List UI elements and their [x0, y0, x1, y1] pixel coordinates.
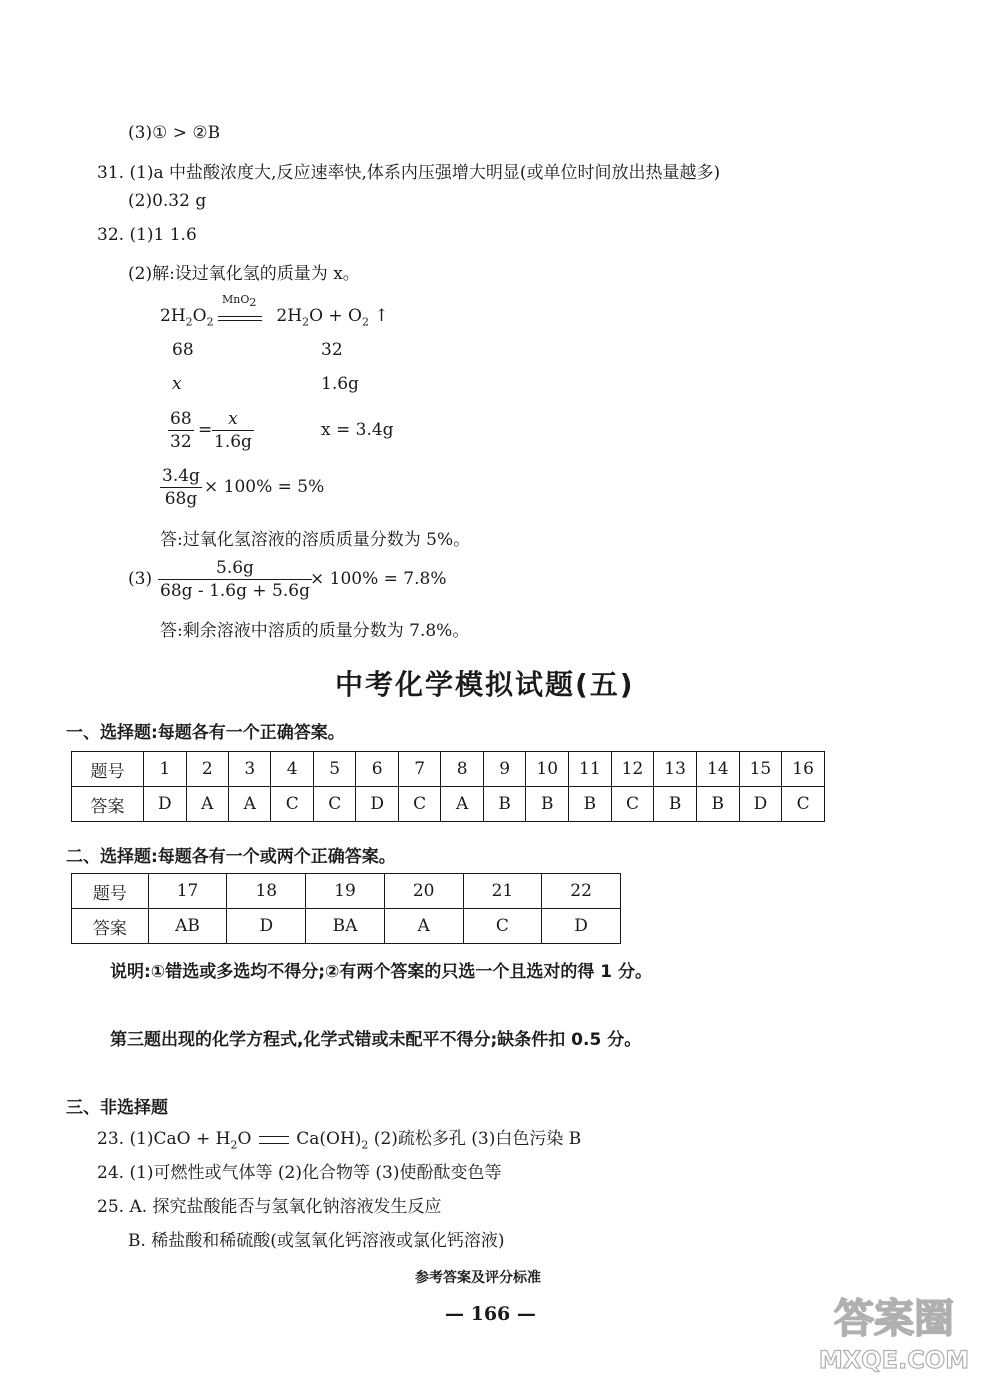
q32-2-line: (2)解:设过氧化氢的质量为 x。: [128, 264, 360, 284]
q25-b-line: B. 稀盐酸和稀硫酸(或氢氧化钙溶液或氯化钙溶液): [128, 1231, 505, 1251]
table-cell: D: [356, 787, 399, 822]
table-cell: B: [483, 787, 525, 822]
table-cell: 7: [398, 752, 440, 787]
table-cell: 6: [356, 752, 399, 787]
q32-1-line: 32. (1)1 1.6: [97, 225, 197, 245]
table-cell: C: [313, 787, 355, 822]
table-cell: 8: [441, 752, 483, 787]
section-title: 中考化学模拟试题(五): [335, 668, 635, 701]
table-cell: B: [654, 787, 697, 822]
table-cell: 18: [227, 874, 306, 909]
table-cell: A: [441, 787, 483, 822]
table-cell: 9: [483, 752, 525, 787]
table-cell: 22: [542, 874, 621, 909]
note-scoring-2: 第三题出现的化学方程式,化学式错或未配平不得分;缺条件扣 0.5 分。: [110, 1030, 642, 1050]
table-cell: D: [227, 909, 306, 944]
table-cell: AB: [148, 909, 227, 944]
part3-heading: 三、非选择题: [66, 1098, 168, 1118]
percent-expression-1: × 100% = 5%: [204, 477, 325, 497]
equals-sign: =: [198, 420, 213, 440]
note-scoring-1: 说明:①错选或多选均不得分;②有两个答案的只选一个且选对的得 1 分。: [110, 962, 653, 982]
table-cell: D: [542, 909, 621, 944]
part1-heading: 一、选择题:每题各有一个正确答案。: [66, 723, 345, 743]
table-cell: D: [144, 787, 187, 822]
table-cell: 21: [463, 874, 542, 909]
table-cell: A: [229, 787, 271, 822]
table-cell: B: [696, 787, 739, 822]
q24-line: 24. (1)可燃性或气体等 (2)化合物等 (3)使酚酞变色等: [97, 1163, 502, 1183]
table-cell: 3: [229, 752, 271, 787]
q23-line: 23. $(1)CaO + H_2O$ $Ca(OH)_2$ (2)疏松多孔 (3)白色污染 B: [97, 1129, 582, 1152]
row-label: 题号: [72, 752, 144, 787]
table-cell: 4: [271, 752, 313, 787]
q31-2-line: (2)0.32 g: [128, 191, 207, 211]
watermark-text-bottom: MXQE.COM: [818, 1346, 970, 1374]
table-cell: 15: [739, 752, 782, 787]
table-cell: B: [569, 787, 612, 822]
q31-1-line: 31. (1)a 中盐酸浓度大,反应速率快,体系内压强增大明显(或单位时间放出热量越多): [97, 163, 721, 183]
part1-answer-table: [71, 751, 825, 822]
table-cell: C: [611, 787, 654, 822]
table-cell: 16: [782, 752, 825, 787]
fraction-x-1-6g: $\frac{x}{1.6g}$: [214, 409, 252, 452]
q30-3-line: (3)① > ②B: [128, 123, 221, 143]
row-label: 答案: [72, 787, 144, 822]
table-cell: 2: [186, 752, 228, 787]
table-cell: C: [398, 787, 440, 822]
table-row: [72, 874, 621, 909]
table-row: [72, 752, 825, 787]
fraction-5-6g: $\frac{5.6g}{68g - 1.6g + 5.6g}$: [160, 558, 310, 601]
mass-1-6g: 1.6g: [321, 374, 359, 394]
row-label: 答案: [72, 909, 149, 944]
part2-heading: 二、选择题:每题各有一个或两个正确答案。: [66, 847, 396, 867]
chemical-equation: $2H_2O_2$ $2H_2O + O_2$ ↑: [160, 306, 389, 329]
table-row: [72, 787, 825, 822]
table-cell: 14: [696, 752, 739, 787]
equation-equals-sign: [218, 316, 262, 321]
watermark-logo: [794, 1284, 994, 1376]
fraction-68-32: $\frac{68}{32}$: [170, 409, 192, 452]
table-cell: A: [186, 787, 228, 822]
q25-a-line: 25. A. 探究盐酸能否与氢氧化钠溶液发生反应: [97, 1197, 442, 1217]
part2-answer-table: [71, 873, 621, 944]
table-cell: A: [384, 909, 463, 944]
percent-expression-2: × 100% = 7.8%: [310, 569, 447, 589]
table-cell: D: [739, 787, 782, 822]
mass-32: 32: [321, 340, 343, 360]
table-cell: B: [526, 787, 569, 822]
q32-3-label: (3): [128, 569, 153, 589]
watermark-text-top: 答案圈: [834, 1296, 954, 1342]
answer-line-2: 答:剩余溶液中溶质的质量分数为 7.8%。: [160, 621, 470, 641]
table-cell: 13: [654, 752, 697, 787]
table-cell: 19: [306, 874, 385, 909]
table-cell: 1: [144, 752, 187, 787]
row-label: 题号: [72, 874, 149, 909]
table-cell: 20: [384, 874, 463, 909]
table-cell: C: [782, 787, 825, 822]
table-cell: BA: [306, 909, 385, 944]
mass-68: 68: [172, 340, 194, 360]
page-number: — 166 —: [445, 1303, 536, 1325]
mass-x: x: [172, 374, 182, 394]
table-cell: C: [271, 787, 313, 822]
equation-equals-sign: [259, 1136, 289, 1144]
table-cell: 12: [611, 752, 654, 787]
footer-label: 参考答案及评分标准: [415, 1270, 541, 1286]
catalyst-label: MnO$_2$: [222, 293, 257, 310]
watermark-icon: [794, 1284, 994, 1376]
table-row: [72, 909, 621, 944]
table-cell: 10: [526, 752, 569, 787]
table-cell: 17: [148, 874, 227, 909]
table-cell: 11: [569, 752, 612, 787]
table-cell: C: [463, 909, 542, 944]
x-result: x = 3.4g: [321, 420, 394, 440]
fraction-3-4g-68g: $\frac{3.4g}{68g}$: [162, 466, 200, 509]
table-cell: 5: [313, 752, 355, 787]
answer-line-1: 答:过氧化氢溶液的溶质质量分数为 5%。: [160, 530, 471, 550]
